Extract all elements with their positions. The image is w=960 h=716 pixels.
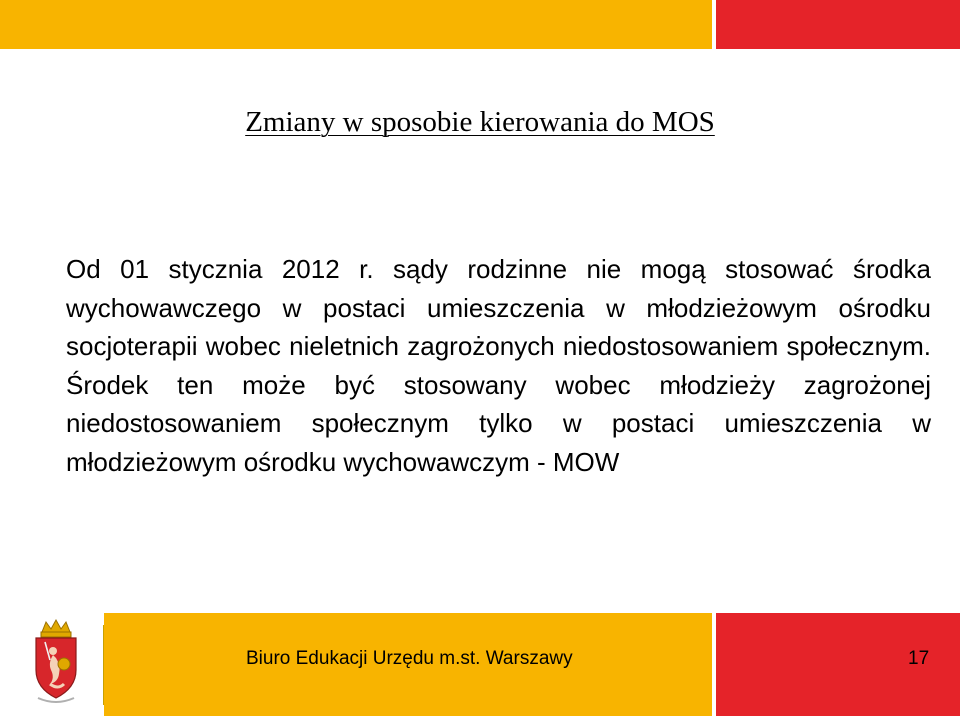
warsaw-coat-of-arms-icon	[28, 618, 84, 704]
footer-institution-name: Biuro Edukacji Urzędu m.st. Warszawy	[246, 648, 573, 669]
top-bar-yellow	[0, 0, 712, 49]
page-number: 17	[908, 648, 930, 669]
slide-body-text: Od 01 stycznia 2012 r. sądy rodzinne nie mogą stosować środka wychowawczego w postaci umieszczenia w młodzieżowym ośrodku socjoterapii wobec nieletnich zagrożonych niedostosowaniem społecznym. Środek ten może być stosowany wobec młodzieży zagrożonej niedostosowaniem społecznym tylko w postaci umieszczenia w młodzieżowym ośrodku wychowawczym - MOW	[66, 254, 931, 477]
top-bar-red	[716, 0, 960, 49]
slide-title: Zmiany w sposobie kierowania do MOS	[245, 106, 715, 138]
